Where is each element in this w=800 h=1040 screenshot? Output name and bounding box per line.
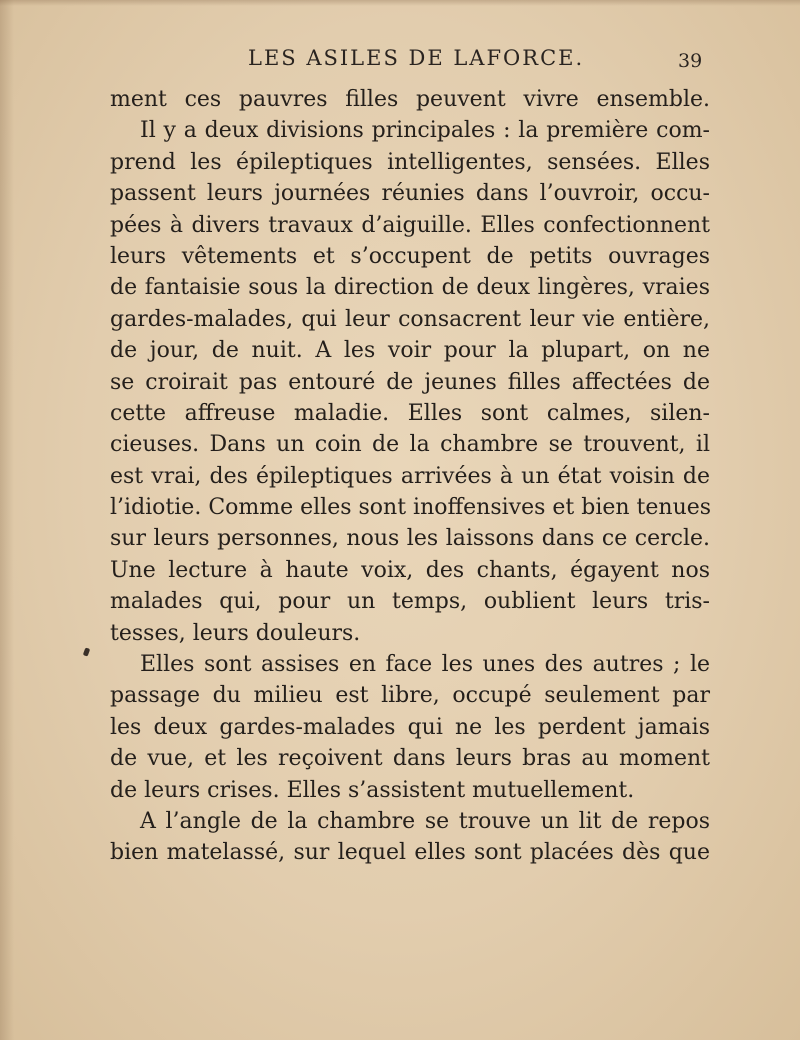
text-line: A l’angle de la chambre se trouve un lit de repos	[140, 808, 710, 834]
text-line: cette affreuse maladie. Elles sont calmes, silen-	[110, 400, 710, 426]
text-line: de jour, de nuit. A les voir pour la plupart, on ne	[110, 338, 710, 364]
text-line: passent leurs journées réunies dans l’ouvroir, occu-	[110, 181, 710, 207]
text-line: Elles sont assises en face les unes des autres ; le	[140, 652, 710, 678]
margin-ink-mark	[83, 647, 90, 656]
body-text	[110, 84, 710, 869]
text-line: les deux gardes-malades qui ne les perdent jamais	[110, 714, 710, 740]
text-line: leurs vêtements et s’occupent de petits ouvrages	[110, 243, 710, 269]
text-line: sur leurs personnes, nous les laissons dans ce cercle.	[110, 526, 710, 552]
text-line: Une lecture à haute voix, des chants, égayent nos	[110, 557, 710, 583]
text-line: tesses, leurs douleurs.	[110, 620, 361, 646]
text-line: prend les épileptiques intelligentes, sensées. Elles	[110, 149, 710, 175]
text-line: se croirait pas entouré de jeunes filles affectées de	[110, 369, 710, 395]
text-line: de vue, et les reçoivent dans leurs bras au moment	[110, 746, 710, 772]
text-line: de fantaisie sous la direction de deux lingères, vraies	[110, 275, 710, 301]
text-line: pées à divers travaux d’aiguille. Elles confectionnent	[110, 212, 710, 238]
page-edge-shadow	[0, 0, 14, 1040]
text-line: Il y a deux divisions principales : la première com-	[140, 118, 710, 144]
text-line: bien matelassé, sur lequel elles sont placées dès que	[110, 840, 710, 866]
text-line: passage du milieu est libre, occupé seulement par	[110, 683, 710, 709]
text-line: ment ces pauvres filles peuvent vivre ensemble.	[110, 87, 710, 112]
page-number: 39	[678, 50, 703, 72]
text-line: de leurs crises. Elles s’assistent mutuellement.	[110, 777, 635, 803]
text-line: est vrai, des épileptiques arrivées à un état voisin de	[110, 463, 710, 489]
page-top-edge	[0, 0, 800, 6]
running-title: LES ASILES DE LAFORCE.	[248, 46, 585, 70]
text-line: gardes-malades, qui leur consacrent leur vie entière,	[110, 306, 710, 332]
text-line: l’idiotie. Comme elles sont inoffensives et bien tenues	[110, 495, 712, 521]
text-line: cieuses. Dans un coin de la chambre se trouvent, il	[110, 432, 710, 458]
text-line: malades qui, pour un temps, oublient leurs tris-	[110, 589, 710, 615]
